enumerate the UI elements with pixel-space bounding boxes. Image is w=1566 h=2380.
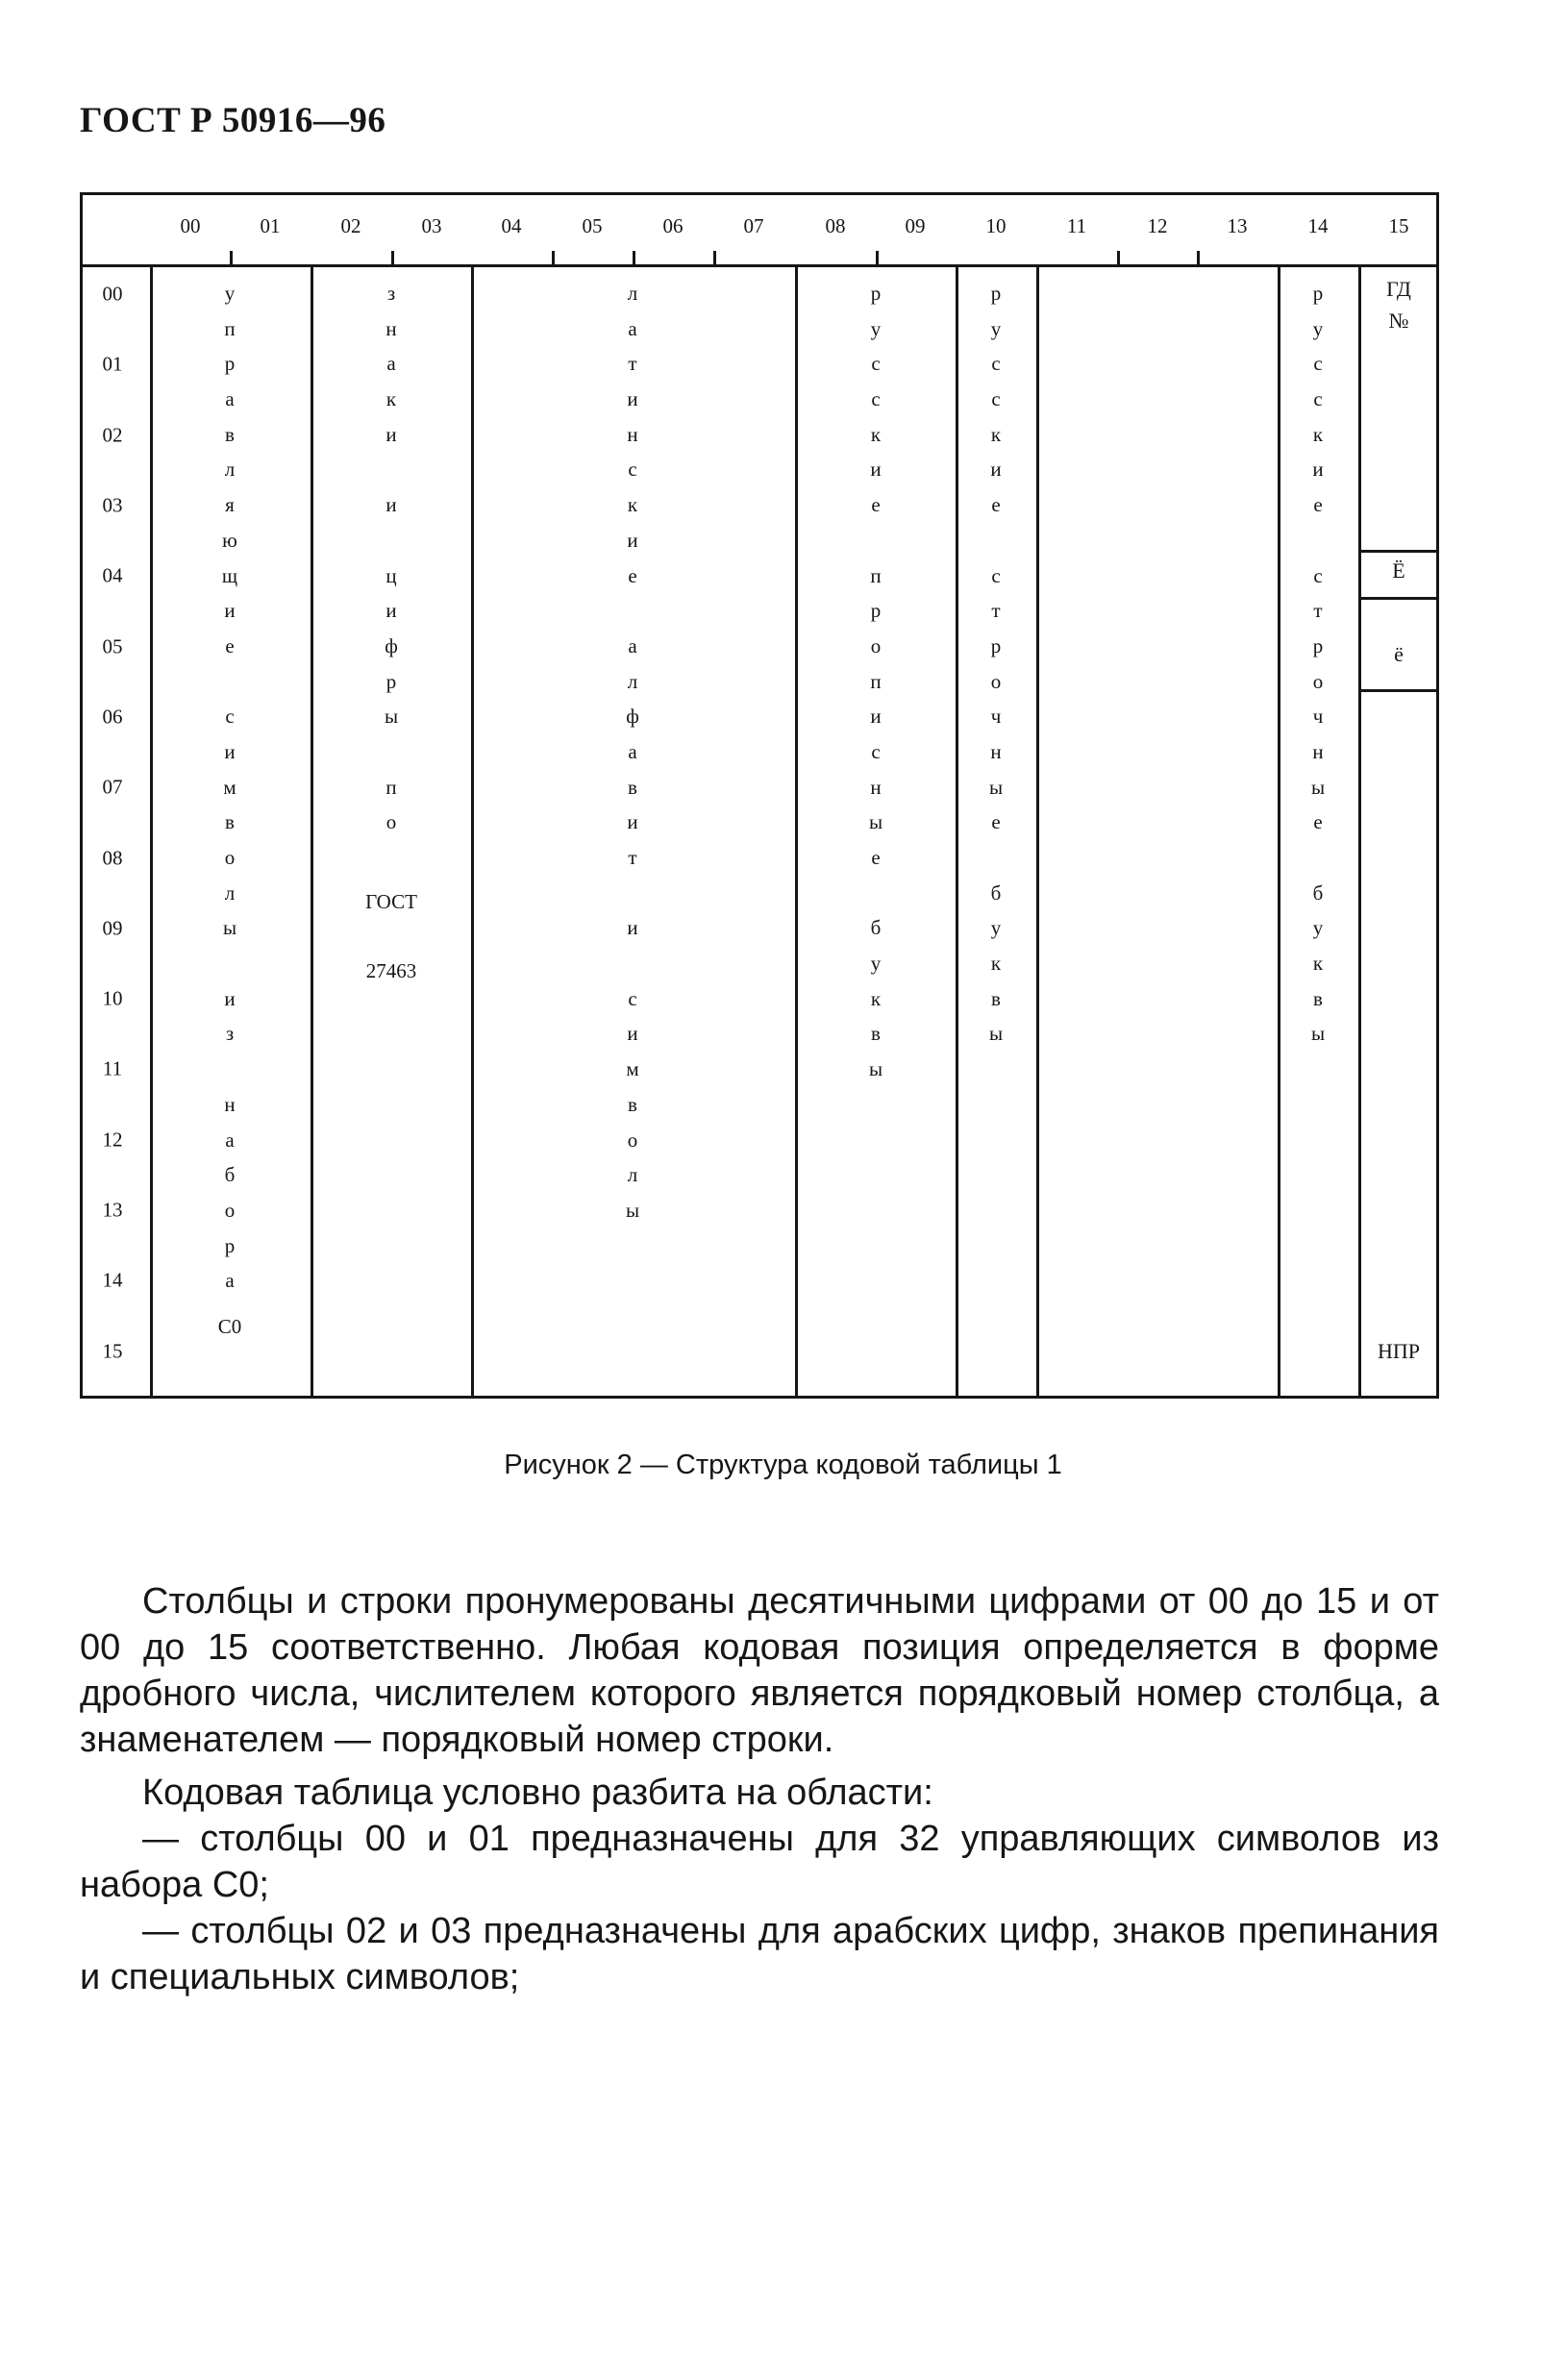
block-digits: з н а к и и ц и ф р ы п о [384, 282, 399, 834]
column-tick [552, 251, 555, 264]
block-divider [471, 264, 474, 1396]
paragraph: — столбцы 00 и 01 предназначены для 32 управляющих символов из набора С0; [80, 1819, 1439, 1905]
row-label: 10 [102, 986, 123, 1010]
column-label: 06 [662, 214, 684, 237]
column-label: 08 [825, 214, 846, 237]
column-label: 11 [1066, 214, 1087, 237]
column-tick [633, 251, 635, 264]
column-tick [1117, 251, 1120, 264]
row-label: 00 [102, 282, 123, 306]
row-label: 05 [102, 634, 123, 658]
code-table [80, 192, 1439, 1399]
column-label: 14 [1307, 214, 1329, 237]
column-tick [876, 251, 879, 264]
column-label: 09 [905, 214, 926, 237]
column-label: 00 [180, 214, 201, 237]
block-divider [1358, 264, 1361, 1396]
figure-caption: Рисунок 2 — Структура кодовой таблицы 1 [504, 1450, 1062, 1480]
row-label: 09 [102, 916, 123, 940]
row-label: 03 [102, 493, 123, 517]
col15-box-line [1358, 689, 1439, 692]
block-russian-lower: р у с с к и е с т р о ч н ы е б у к в ы [988, 282, 1004, 1046]
paragraph: — столбцы 02 и 03 предназначены для арабских цифр, знаков препинания и специальных символов; [80, 1911, 1439, 1997]
block-control-set: С0 [217, 1315, 242, 1338]
column-label: 12 [1147, 214, 1168, 237]
block-divider [956, 264, 958, 1396]
row-label: 08 [102, 846, 123, 870]
row-label: 11 [102, 1056, 123, 1080]
block-divider [795, 264, 798, 1396]
row-label: 01 [102, 352, 123, 376]
block-divider [311, 264, 313, 1396]
column-label: 03 [421, 214, 442, 237]
block-divider [1278, 264, 1280, 1396]
paragraph: Кодовая таблица условно разбита на области: [142, 1773, 933, 1813]
row-label: 04 [102, 563, 123, 587]
column-label: 07 [743, 214, 764, 237]
column-tick [1197, 251, 1200, 264]
col15-box-line [1358, 550, 1439, 553]
document-header: ГОСТ Р 50916—96 [80, 101, 386, 140]
column-label: 05 [582, 214, 603, 237]
col15-number-sign: № [1388, 309, 1409, 333]
col15-gd: ГД [1386, 277, 1411, 301]
column-label: 01 [260, 214, 281, 237]
paragraph: Столбцы и строки пронумерованы десятичными цифрами от 00 до 15 и от 00 до 15 соответственно. Любая кодовая позиция определяется в форме дробного числа, числителем которого является порядковый номер столбца, а знаменателем — порядковый номер строки. [80, 1581, 1439, 1760]
block-divider [1036, 264, 1039, 1396]
block-control-chars: у п р а в л я ю щ и е с и м в о л ы и з н а б о р а [221, 282, 238, 1293]
row-label: 13 [102, 1198, 123, 1222]
col15-yo-lower: ё [1394, 642, 1404, 666]
block-latin: л а т и н с к и е а л ф а в и т и с и м в о л ы [625, 282, 640, 1222]
column-tick [391, 251, 394, 264]
column-label: 04 [501, 214, 522, 237]
block-russian-upper: р у с с к и е п р о п и с н ы е б у к в ы [868, 282, 883, 1081]
col15-yo-upper: Ё [1392, 558, 1405, 583]
row-label: 15 [102, 1339, 123, 1363]
row-label: 12 [102, 1128, 123, 1152]
header-separator [83, 264, 1436, 267]
col15-npr: НПР [1377, 1339, 1420, 1363]
column-label: 13 [1227, 214, 1248, 237]
block-digits-standard: ГОСТ [365, 890, 417, 913]
row-label: 07 [102, 775, 123, 799]
column-tick [713, 251, 716, 264]
col15-box-line [1358, 597, 1439, 600]
column-label: 15 [1388, 214, 1409, 237]
body-text [80, 1578, 1439, 2000]
column-tick [230, 251, 233, 264]
column-label: 02 [340, 214, 361, 237]
block-digits-number: 27463 [365, 959, 417, 982]
row-label: 02 [102, 423, 123, 447]
column-label: 10 [985, 214, 1007, 237]
row-label: 06 [102, 705, 123, 729]
block-russian-lower-2: р у с с к и е с т р о ч н ы е б у к в ы [1310, 282, 1326, 1046]
row-label-divider [150, 264, 153, 1396]
row-label: 14 [102, 1268, 123, 1292]
